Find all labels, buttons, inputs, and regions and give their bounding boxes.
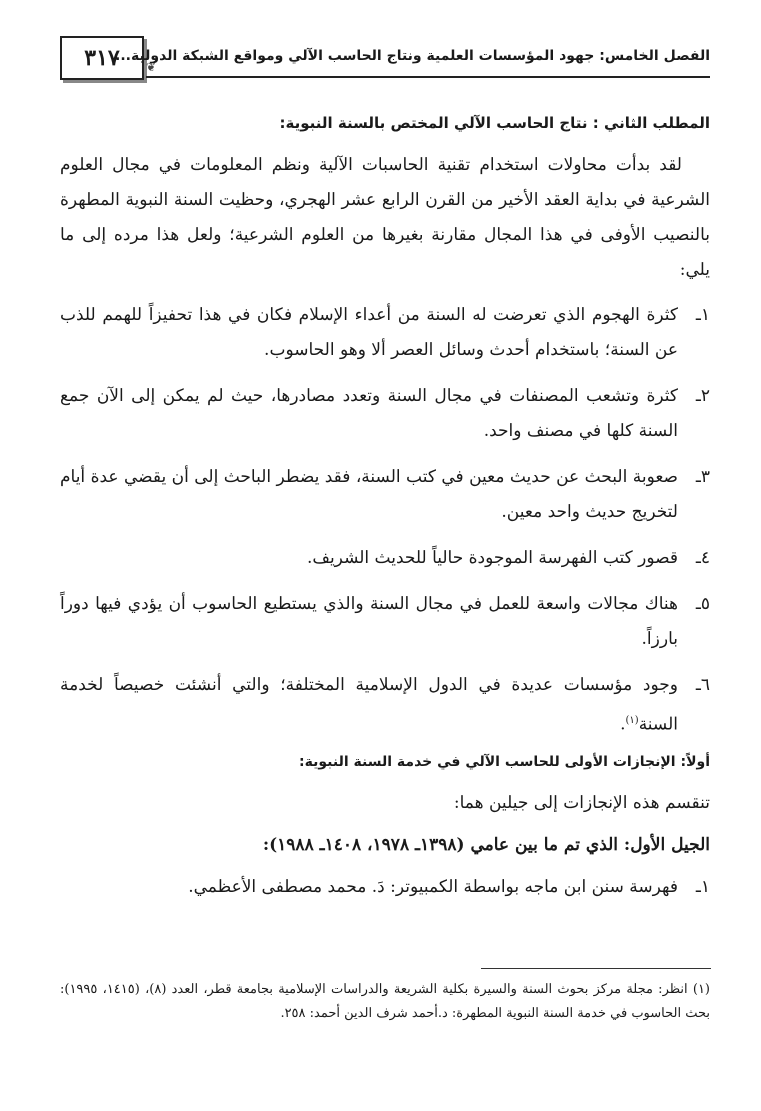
item-number: ٦ـ [695,675,710,695]
section-title: المطلب الثاني : نتاج الحاسب الآلي المختص بالسنة النبوية: [279,114,710,132]
item-text [60,668,678,743]
achievements-list [60,870,710,905]
main-content [60,100,710,916]
footnote: (١) انظر: مجلة مركز بحوث السنة والسيرة بكلية الشريعة والدراسات الإسلامية بجامعة قطر، العدد (٨)، (١٤١٥، ١٩٩٥): بحث الحاسوب في خدمة السنة النبوية المطهرة: د.أحمد شرف الدين أحمد: ٢٥٨. [60,982,710,1021]
item-text: فهرسة سنن ابن ماجه بواسطة الكمبيوتر: دَ. محمد مصطفى الأعظمي. [188,876,678,897]
item-text: كثرة وتشعب المصنفات في مجال السنة وتعدد مصادرها، حيث لم يمكن إلى الآن جمع السنة كلها في مصنف واحد. [60,386,678,441]
item-text-body: وجود مؤسسات عديدة في الدول الإسلامية المختلفة؛ والتي أنشئت خصيصاً لخدمة السنة [60,675,678,735]
list-item [60,668,710,743]
item-number: ١ـ [695,876,710,897]
generation-title: الجيل الأول: الذي تم ما بين عامي (١٣٩٨ـ ١٩٧٨، ١٤٠٨ـ ١٩٨٨): [262,834,710,855]
list-item [60,379,710,449]
reasons-list [60,298,710,743]
intro-paragraph: لقد بدأت محاولات استخدام تقنية الحاسبات الآلية ونظم المعلومات في مجال العلوم الشرعية في بداية العقد الأخير من القرن الرابع عشر الهجري، وحظيت السنة النبوية المطهرة بالنصيب الأوفى في هذا المجال مقارنة بغيرها من العلوم الشرعية؛ ولعل هذا مرده إلى ما يلي: [60,155,710,280]
list-item [60,541,710,576]
header-rule [146,76,710,78]
ornament-icon: ❦ [146,60,157,74]
item-text: كثرة الهجوم الذي تعرضت له السنة من أعداء الإسلام فكان في هذا تحفيزاً للهمم للذب عن السنة؛ باستخدام أحدث وسائل العصر ألا وهو الحاسوب. [60,305,678,360]
running-title: الفصل الخامس: جهود المؤسسات العلمية ونتاج الحاسب الآلي ومواقع الشبكة الدولية... [115,48,710,64]
footnote-ref[interactable]: (١) [625,715,639,726]
subsection-title: أولاً: الإنجازات الأولى للحاسب الآلي في خدمة السنة النبوية: [299,753,710,770]
item-number: ٣ـ [695,467,710,487]
list-item [60,870,710,905]
page-header [60,36,710,82]
item-number: ٢ـ [695,386,710,406]
item-text: قصور كتب الفهرسة الموجودة حالياً للحديث الشريف. [306,548,678,568]
item-number: ١ـ [695,305,710,325]
subsection-intro: تنقسم هذه الإنجازات إلى جيلين هما: [453,792,710,813]
item-number: ٤ـ [695,548,710,568]
list-item [60,460,710,530]
footnote-rule [481,968,711,969]
item-text-tail: . [620,714,626,735]
list-item [60,587,710,657]
item-text: صعوبة البحث عن حديث معين في كتب السنة، فقد يضطر الباحث إلى أن يقضي عدة أيام لتخريج حديث واحد معين. [60,467,678,522]
item-text: هناك مجالات واسعة للعمل في مجال السنة والذي يستطيع الحاسوب أن يؤدي فيها دوراً بارزاً. [60,594,678,649]
page-number: ٣١٧ [60,36,144,80]
item-number: ٥ـ [695,594,710,614]
list-item [60,298,710,368]
